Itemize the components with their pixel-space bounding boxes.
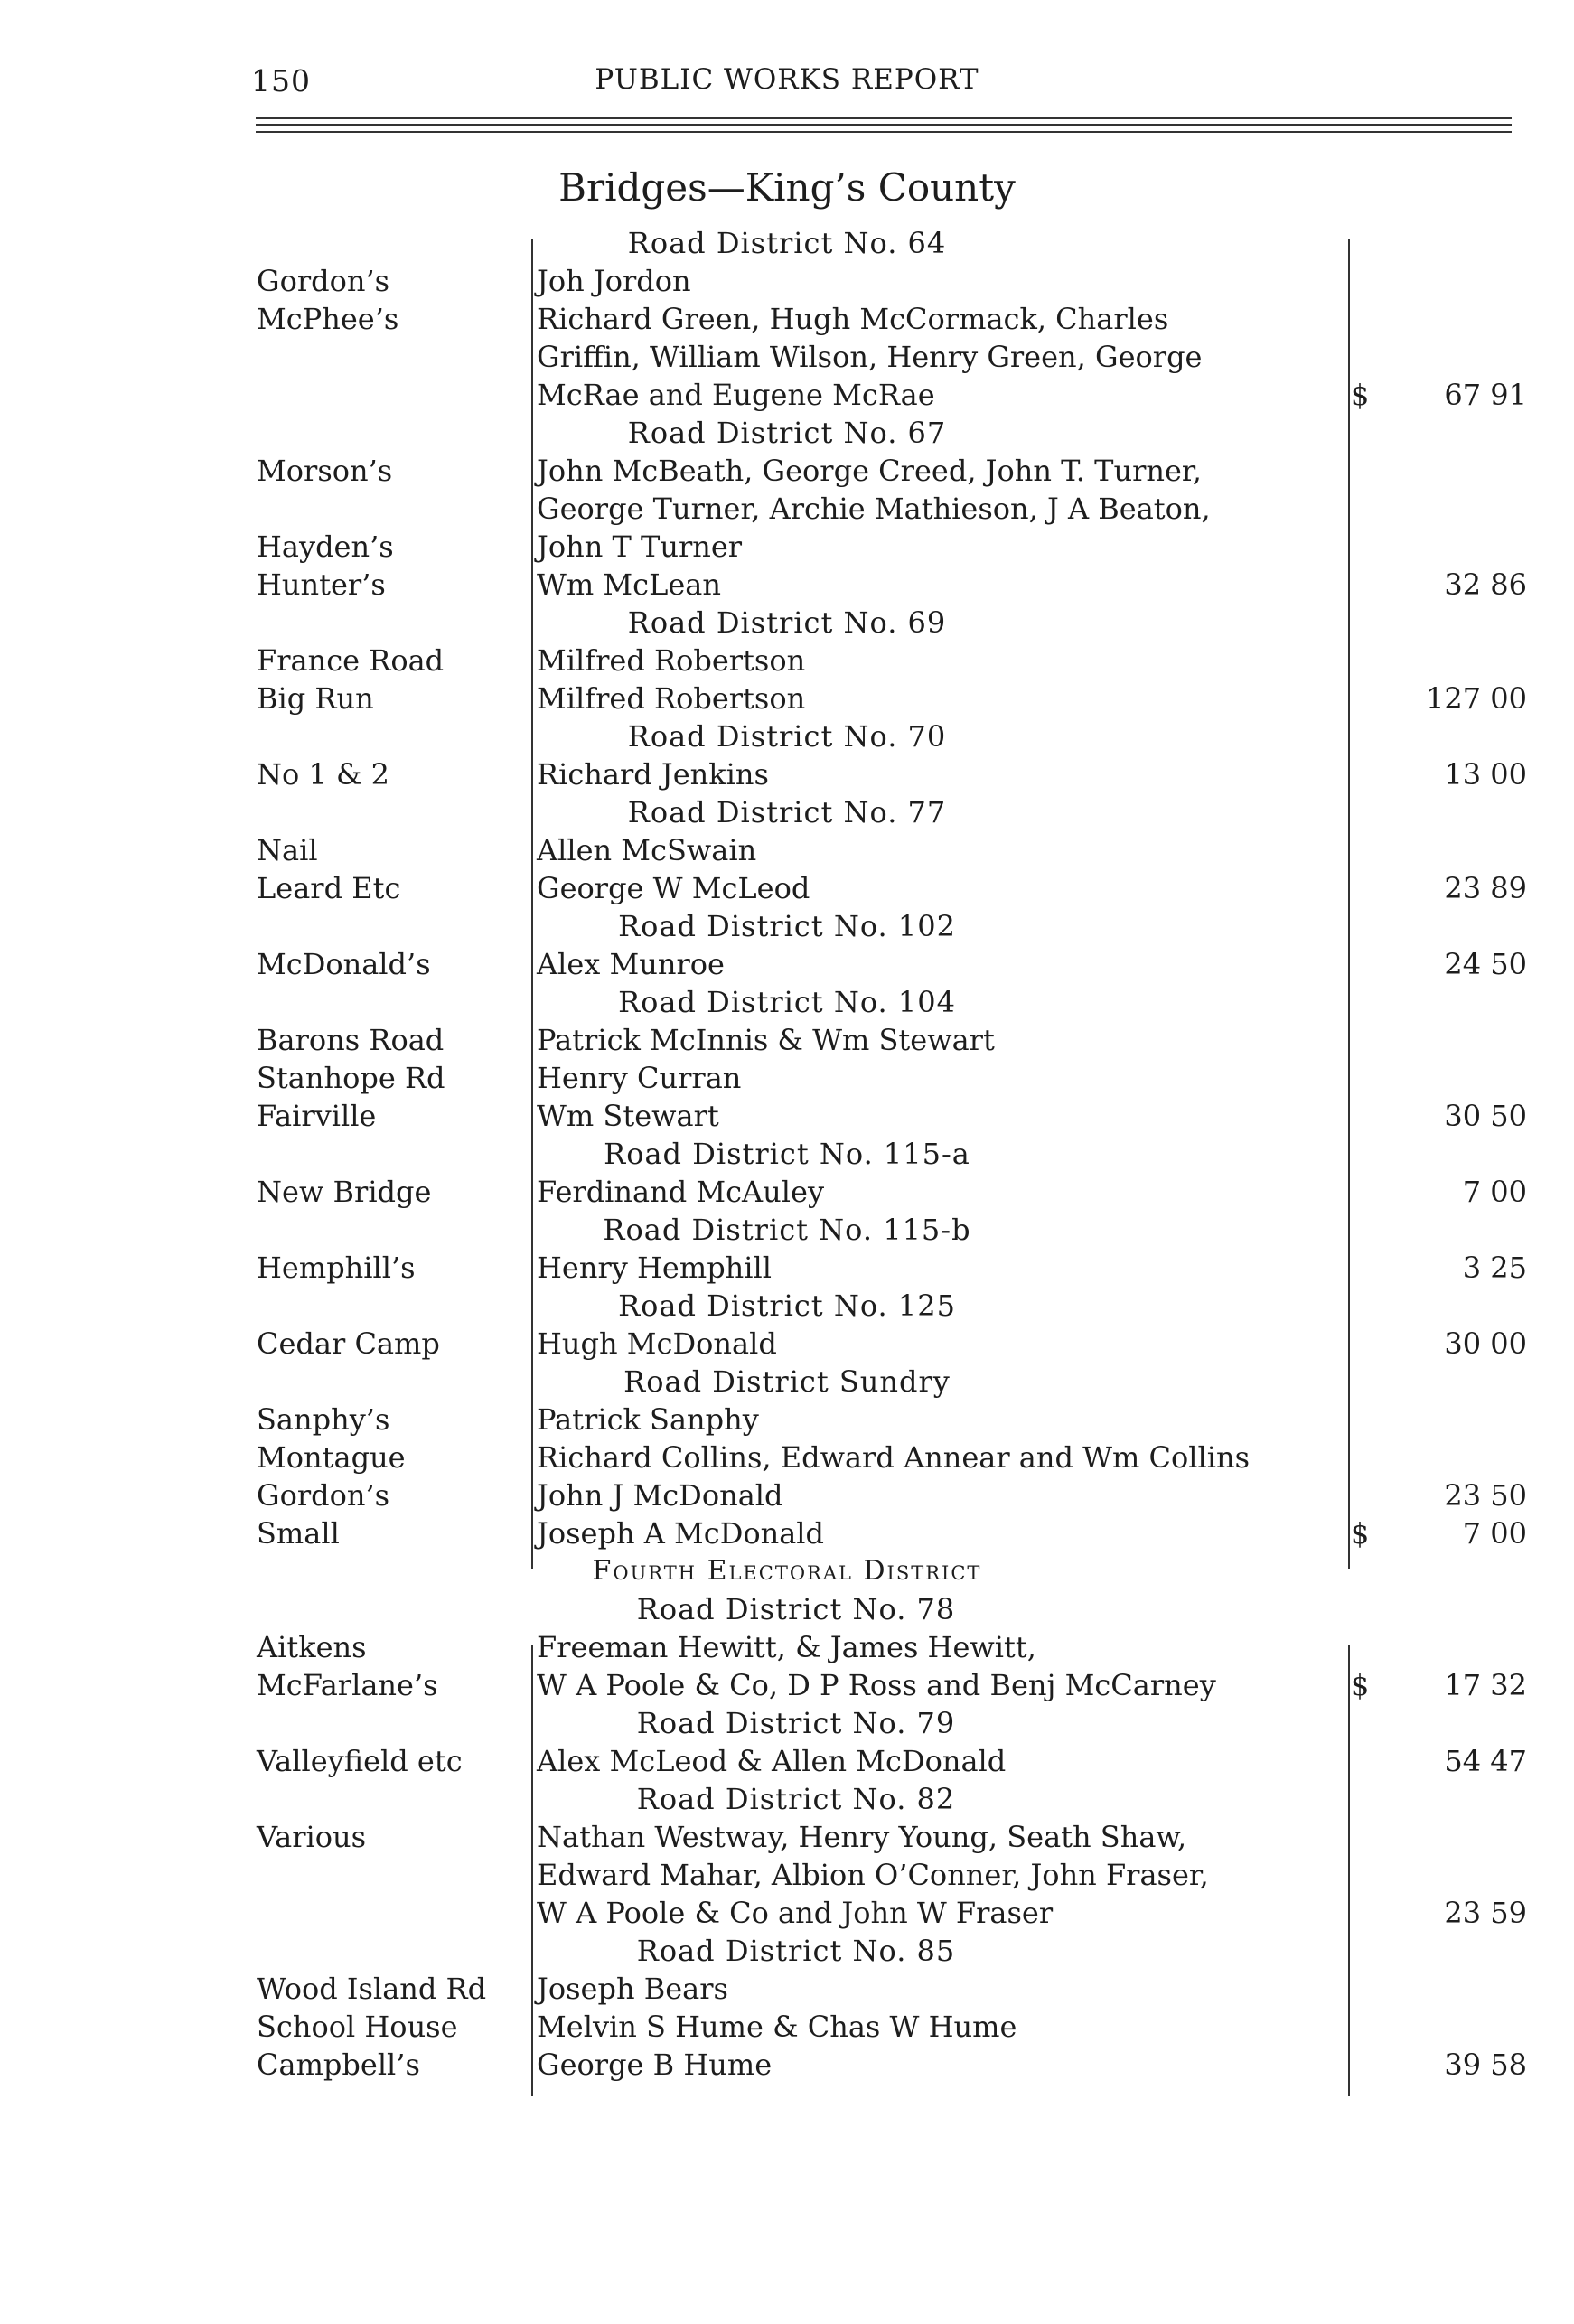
bridge-name: Small <box>257 1516 340 1551</box>
bridge-name: Leard Etc <box>257 871 401 905</box>
bridge-name: Hemphill’s <box>257 1251 416 1285</box>
bridge-entry-row <box>0 1856 1574 1894</box>
payee-names: McRae and Eugene McRae <box>537 378 935 412</box>
district-heading-row <box>0 414 1574 452</box>
bridge-name: Fairville <box>257 1099 377 1133</box>
bridge-entry-row <box>0 1059 1574 1097</box>
bridge-entry-row <box>0 262 1574 300</box>
bridge-name: Campbell’s <box>257 2048 420 2082</box>
payee-names: Edward Mahar, Albion O’Conner, John Fraser, <box>537 1858 1209 1892</box>
bridge-entry-row <box>0 2046 1574 2084</box>
dollar-sign: $ <box>1351 1516 1370 1551</box>
road-district-heading: Road District No. 85 <box>636 1934 956 1968</box>
bridge-name: Nail <box>257 833 318 867</box>
payee-names: George B Hume <box>537 2048 773 2082</box>
header-rule <box>256 131 1512 133</box>
amount: 67 91 <box>1444 378 1527 412</box>
district-heading-row <box>0 793 1574 831</box>
bridge-entry-row <box>0 566 1574 604</box>
payee-names: W A Poole & Co, D P Ross and Benj McCarney <box>537 1668 1216 1702</box>
bridge-entry-row <box>0 1514 1574 1552</box>
amount: 127 00 <box>1426 681 1527 716</box>
bridge-name: Montague <box>257 1440 406 1475</box>
bridge-name: Hayden’s <box>257 529 394 564</box>
bridge-entry-row <box>0 1894 1574 1932</box>
bridge-entry-row <box>0 1401 1574 1438</box>
dollar-sign: $ <box>1351 378 1370 412</box>
bridge-entry-row <box>0 1438 1574 1476</box>
bridge-entry-row <box>0 1970 1574 2008</box>
payee-names: Milfred Robertson <box>537 643 806 678</box>
payee-names: Richard Collins, Edward Annear and Wm Collins <box>537 1440 1251 1475</box>
bridge-name: Valleyfield etc <box>257 1744 463 1778</box>
district-heading-row <box>0 1211 1574 1249</box>
bridge-name: Gordon’s <box>257 1478 390 1513</box>
bridge-entry-row <box>0 452 1574 490</box>
payee-names: Richard Jenkins <box>537 757 769 792</box>
amount: 17 32 <box>1444 1668 1527 1702</box>
road-district-heading: Road District No. 69 <box>627 605 947 640</box>
district-heading-row <box>0 1135 1574 1173</box>
bridge-entry-row <box>0 1666 1574 1704</box>
bridge-ledger <box>0 224 1574 2084</box>
road-district-heading: Road District No. 125 <box>618 1289 956 1323</box>
payee-names: Milfred Robertson <box>537 681 806 716</box>
bridge-name: Hunter’s <box>257 567 386 602</box>
payee-names: Melvin S Hume & Chas W Hume <box>537 2010 1017 2044</box>
district-heading-row <box>0 1704 1574 1742</box>
bridge-name: Cedar Camp <box>257 1326 440 1361</box>
bridge-name: No 1 & 2 <box>257 757 389 792</box>
payee-names: Joh Jordon <box>537 264 691 298</box>
bridge-name: Wood Island Rd <box>257 1972 487 2006</box>
bridge-entry-row <box>0 1476 1574 1514</box>
payee-names: John J McDonald <box>537 1478 783 1513</box>
payee-names: Henry Curran <box>537 1061 742 1095</box>
road-district-heading: Road District No. 104 <box>618 985 956 1019</box>
district-heading-row <box>0 224 1574 262</box>
amount: 23 59 <box>1444 1896 1527 1930</box>
bridge-name: Aitkens <box>257 1630 367 1664</box>
bridge-entry-row <box>0 2008 1574 2046</box>
bridge-name: France Road <box>257 643 445 678</box>
payee-names: Nathan Westway, Henry Young, Seath Shaw, <box>537 1820 1187 1854</box>
district-heading-row <box>0 907 1574 945</box>
payee-names: Freeman Hewitt, & James Hewitt, <box>537 1630 1036 1664</box>
payee-names: Hugh McDonald <box>537 1326 777 1361</box>
bridge-name: McDonald’s <box>257 947 431 981</box>
bridge-name: Morson’s <box>257 454 393 488</box>
amount: 7 00 <box>1462 1175 1527 1209</box>
district-heading-row <box>0 604 1574 642</box>
bridge-entry-row <box>0 679 1574 717</box>
district-heading-row <box>0 1287 1574 1325</box>
bridge-name: McPhee’s <box>257 302 399 336</box>
road-district-heading: Road District No. 115-a <box>604 1137 970 1171</box>
road-district-heading: Road District No. 64 <box>627 226 947 260</box>
payee-names: John McBeath, George Creed, John T. Turner, <box>537 454 1202 488</box>
bridge-entry-row <box>0 1325 1574 1363</box>
road-district-heading: Road District No. 115-b <box>603 1213 971 1247</box>
electoral-district-heading: Fourth Electoral District <box>592 1555 982 1587</box>
bridge-entry-row <box>0 490 1574 528</box>
bridge-name: New Bridge <box>257 1175 432 1209</box>
district-heading-row <box>0 1780 1574 1818</box>
amount: 23 50 <box>1444 1478 1527 1513</box>
district-heading-row <box>0 1590 1574 1628</box>
page-number: 150 <box>251 63 311 98</box>
amount: 13 00 <box>1444 757 1527 792</box>
payee-names: Wm McLean <box>537 567 721 602</box>
amount: 39 58 <box>1444 2048 1527 2082</box>
running-head: PUBLIC WORKS REPORT <box>595 63 979 96</box>
payee-names: George W McLeod <box>537 871 810 905</box>
bridge-name: Stanhope Rd <box>257 1061 445 1095</box>
payee-names: Ferdinand McAuley <box>537 1175 825 1209</box>
bridge-name: Various <box>257 1820 367 1854</box>
bridge-name: Gordon’s <box>257 264 390 298</box>
district-heading-row <box>0 1932 1574 1970</box>
road-district-heading: Road District No. 77 <box>627 795 947 829</box>
road-district-heading: Road District No. 82 <box>636 1782 956 1816</box>
electoral-heading-row <box>0 1552 1574 1590</box>
bridge-entry-row <box>0 869 1574 907</box>
bridge-entry-row <box>0 1173 1574 1211</box>
dollar-sign: $ <box>1351 1668 1370 1702</box>
payee-names: Joseph A McDonald <box>537 1516 825 1551</box>
amount: 7 00 <box>1462 1516 1527 1551</box>
amount: 3 25 <box>1462 1251 1527 1285</box>
road-district-heading: Road District Sundry <box>623 1364 951 1399</box>
payee-names: Joseph Bears <box>537 1972 728 2006</box>
road-district-heading: Road District No. 79 <box>636 1706 956 1740</box>
amount: 23 89 <box>1444 871 1527 905</box>
bridge-name: McFarlane’s <box>257 1668 438 1702</box>
payee-names: Wm Stewart <box>537 1099 719 1133</box>
amount: 32 86 <box>1444 567 1527 602</box>
bridge-entry-row <box>0 831 1574 869</box>
district-heading-row <box>0 1363 1574 1401</box>
bridge-entry-row <box>0 1628 1574 1666</box>
payee-names: W A Poole & Co and John W Fraser <box>537 1896 1054 1930</box>
bridge-name: Sanphy’s <box>257 1402 390 1437</box>
bridge-entry-row <box>0 1249 1574 1287</box>
district-heading-row <box>0 717 1574 755</box>
road-district-heading: Road District No. 78 <box>636 1592 956 1626</box>
bridge-name: School House <box>257 2010 458 2044</box>
bridge-entry-row <box>0 642 1574 679</box>
payee-names: Patrick McInnis & Wm Stewart <box>537 1023 995 1057</box>
payee-names: Griffin, William Wilson, Henry Green, George <box>537 340 1203 374</box>
payee-names: John T Turner <box>537 529 743 564</box>
amount: 30 00 <box>1444 1326 1527 1361</box>
bridge-name: Barons Road <box>257 1023 445 1057</box>
district-heading-row <box>0 983 1574 1021</box>
amount: 30 50 <box>1444 1099 1527 1133</box>
payee-names: Richard Green, Hugh McCormack, Charles <box>537 302 1169 336</box>
payee-names: Patrick Sanphy <box>537 1402 759 1437</box>
bridge-entry-row <box>0 1021 1574 1059</box>
payee-names: George Turner, Archie Mathieson, J A Beaton, <box>537 492 1211 526</box>
road-district-heading: Road District No. 70 <box>627 719 947 754</box>
header-rule <box>256 117 1512 119</box>
payee-names: Henry Hemphill <box>537 1251 772 1285</box>
bridge-entry-row <box>0 376 1574 414</box>
header-rule <box>256 124 1512 126</box>
bridge-name: Big Run <box>257 681 374 716</box>
amount: 54 47 <box>1444 1744 1527 1778</box>
bridge-entry-row <box>0 338 1574 376</box>
bridge-entry-row <box>0 528 1574 566</box>
bridge-entry-row <box>0 755 1574 793</box>
bridge-entry-row <box>0 1818 1574 1856</box>
page-title: Bridges—King’s County <box>558 165 1016 210</box>
bridge-entry-row <box>0 945 1574 983</box>
bridge-entry-row <box>0 300 1574 338</box>
bridge-entry-row <box>0 1097 1574 1135</box>
payee-names: Allen McSwain <box>537 833 757 867</box>
bridge-entry-row <box>0 1742 1574 1780</box>
road-district-heading: Road District No. 67 <box>627 416 947 450</box>
payee-names: Alex Munroe <box>537 947 725 981</box>
amount: 24 50 <box>1444 947 1527 981</box>
payee-names: Alex McLeod & Allen McDonald <box>537 1744 1007 1778</box>
road-district-heading: Road District No. 102 <box>618 909 956 943</box>
